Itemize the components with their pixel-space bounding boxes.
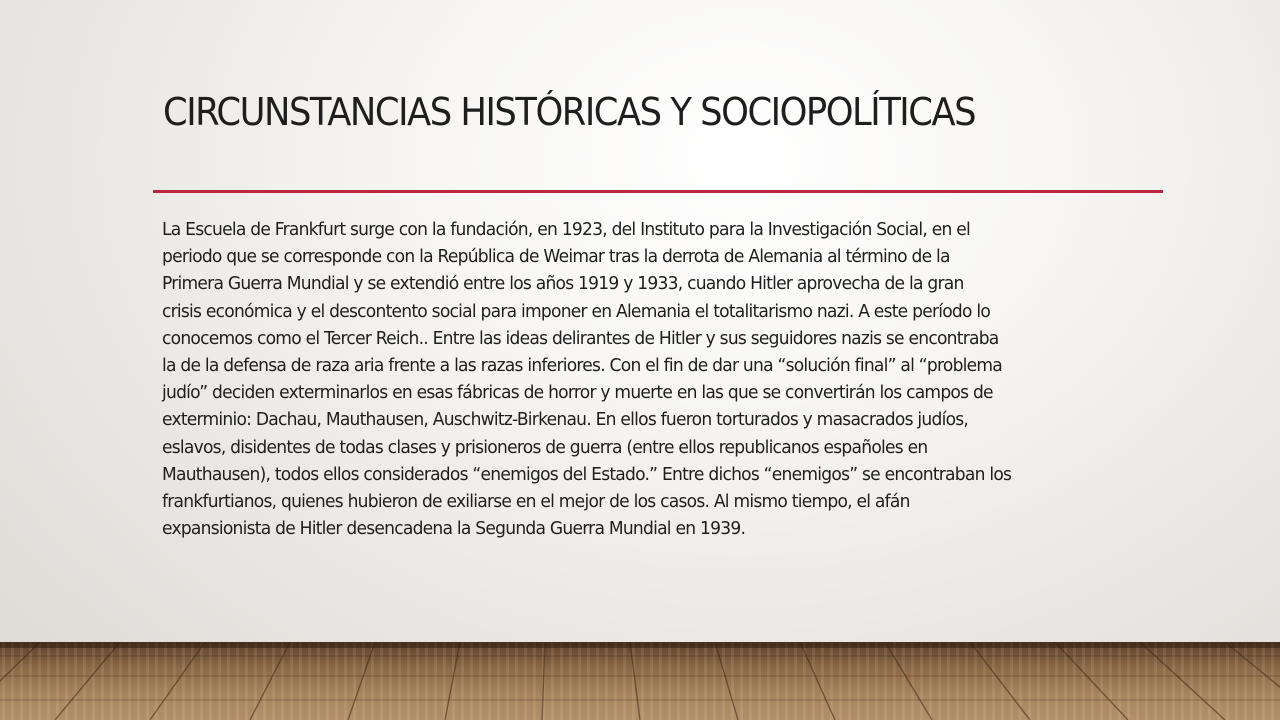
floor-planks-graphic [0,642,1280,720]
title-divider [153,190,1163,193]
body-line: La Escuela de Frankfurt surge con la fundación, en 1923, del Instituto para la Investigación Social, en el [162,219,970,240]
body-line: Primera Guerra Mundial y se extendió entre los años 1919 y 1933, cuando Hitler aprovecha de la gran [162,273,964,295]
body-line: la de la defensa de raza aria frente a las razas inferiores. Con el fin de dar una “solución final” al “problema [162,355,1003,377]
body-line: judío” deciden exterminarlos en esas fábricas de horror y muerte en las que se convertirán los campos de [162,382,993,404]
body-line: exterminio: Dachau, Mauthausen, Auschwitz-Birkenau. En ellos fueron torturados y masacrados judíos, [162,409,969,431]
body-line: expansionista de Hitler desencadena la Segunda Guerra Mundial en 1939. [162,518,746,540]
body-line: periodo que se corresponde con la República de Weimar tras la derrota de Alemania al término de la [162,246,950,268]
body-line: frankfurtianos, quienes hubieron de exiliarse en el mejor de los casos. Al mismo tiempo, el afán [162,491,910,513]
body-line: eslavos, disidentes de todas clases y prisioneros de guerra (entre ellos republicanos españoles en [162,436,928,458]
slide-body-text [162,216,1172,542]
body-line: crisis económica y el descontento social para imponer en Alemania el totalitarismo nazi. A este período lo [162,300,991,322]
wood-floor-decoration [0,642,1280,720]
slide-title: CIRCUNSTANCIAS HISTÓRICAS Y SOCIOPOLÍTICAS [163,90,976,134]
body-line: Mauthausen), todos ellos considerados “enemigos del Estado.” Entre dichos “enemigos” se encontraban los [162,463,1012,485]
body-line: conocemos como el Tercer Reich.. Entre las ideas delirantes de Hitler y sus seguidores nazis se encontraba [162,327,999,349]
